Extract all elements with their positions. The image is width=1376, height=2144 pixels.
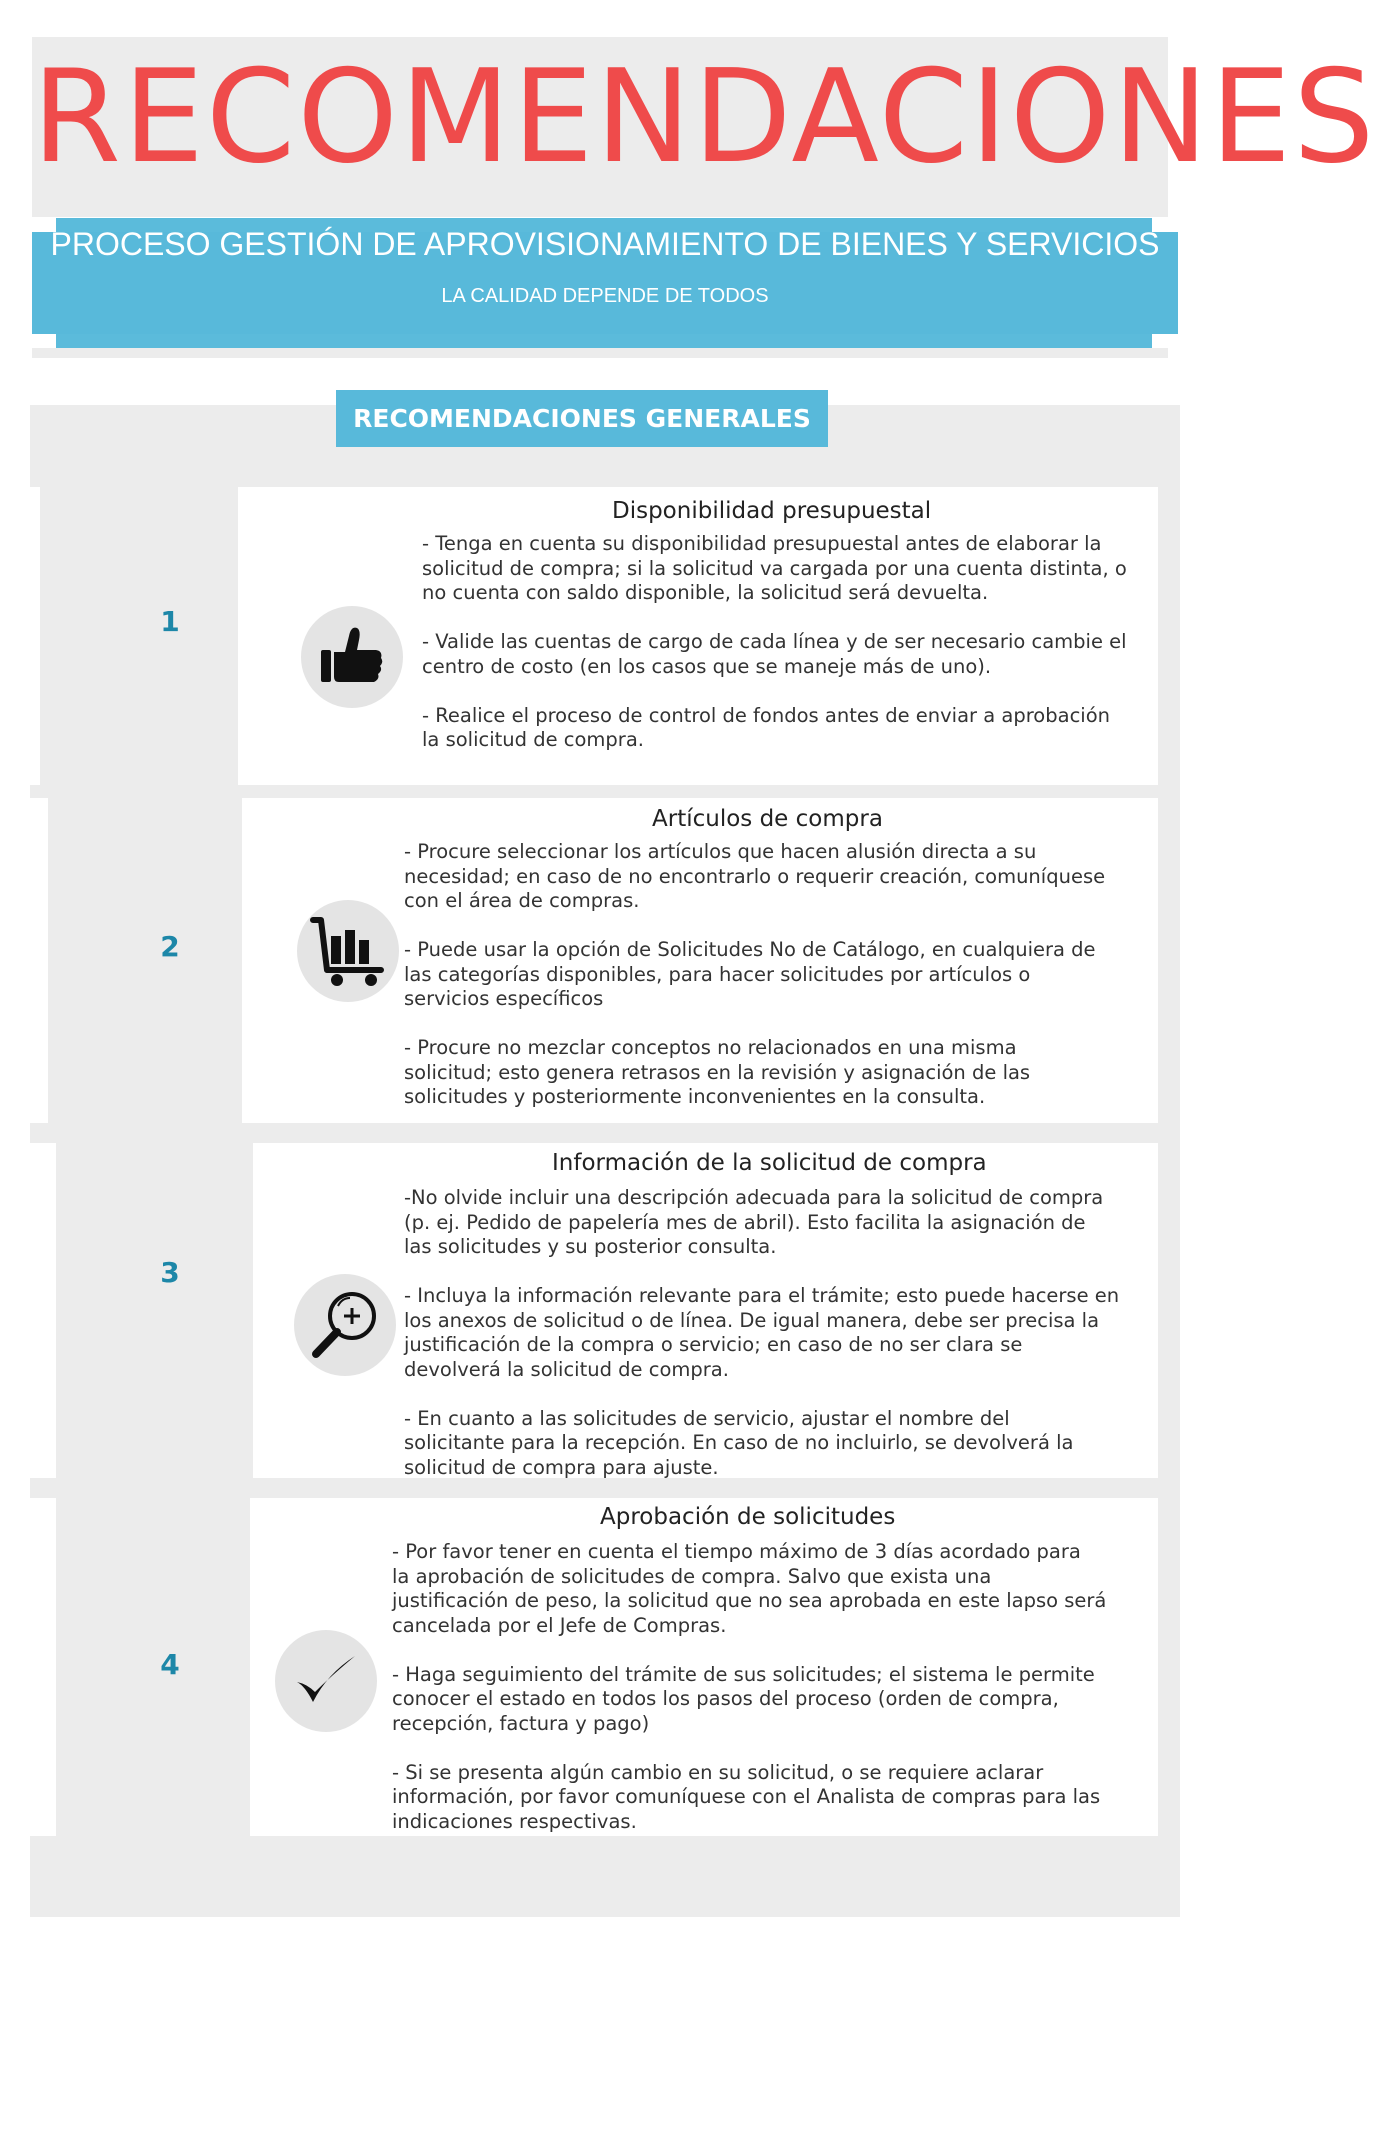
- step-number-1: 1: [160, 605, 180, 638]
- section-label: RECOMENDACIONES GENERALES: [336, 390, 828, 447]
- step-number-3: 3: [160, 1256, 180, 1289]
- number-column-3: [60, 1143, 266, 1478]
- step-number-2: 2: [160, 930, 180, 963]
- card-title-1: Disponibilidad presupuestal: [612, 498, 932, 524]
- thumbs-up-icon: [301, 606, 403, 708]
- cart-icon: [297, 900, 399, 1002]
- left-gap-4: [30, 1498, 56, 1836]
- card-title-3: Información de la solicitud de compra: [552, 1150, 987, 1176]
- process-subtitle: PROCESO GESTIÓN DE APROVISIONAMIENTO DE BIENES Y SERVICIOS: [50, 226, 1160, 262]
- page-title: RECOMENDACIONES: [32, 43, 1376, 192]
- header-divider: [32, 348, 1168, 358]
- card-text-3: -No olvide incluir una descripción adecuada para la solicitud de compra (p. ej. Pedido de papelería mes de abril). Esto facilita la asignación de las solicitudes y su posterior consulta. - Incluya la información relevante para el trámite; esto puede hacerse en los anexos de solicitud o de línea. De igual manera, debe ser precisa la justificación de la compra o servicio; en caso de no ser clara se devolverá la solicitud de compra. - En cuanto a las solicitudes de servicio, ajustar el nombre del solicitante para la recepción. En caso de no incluirlo, se devolverá la solicitud de compra para ajuste.: [404, 1186, 1120, 1479]
- step-number-4: 4: [160, 1648, 180, 1681]
- card-title-4: Aprobación de solicitudes: [600, 1504, 896, 1530]
- left-gap-3: [30, 1143, 56, 1478]
- card-text-1: - Tenga en cuenta su disponibilidad presupuestal antes de elaborar la solicitud de compra; si la solicitud va cargada por una cuenta distinta, o no cuenta con saldo disponible, la solicitud será devuelta. - Valide las cuentas de cargo de cada línea y de ser necesario cambie el centro de costo (en los casos que se maneje más de uno). - Realice el proceso de control de fondos antes de enviar a aprobación la solicitud de compra.: [422, 532, 1127, 751]
- card-text-2: - Procure seleccionar los artículos que hacen alusión directa a su necesidad; en caso de no encontrarlo o requerir creación, comuníquese con el área de compras. - Puede usar la opción de Solicitudes No de Catálogo, en cualquiera de las categorías disponibles, para hacer solicitudes por artículos o servicios específicos - Procure no mezclar conceptos no relacionados en una misma solicitud; esto genera retrasos en la revisión y asignación de las solicitudes y posteriormente inconvenientes en la consulta.: [404, 840, 1106, 1108]
- checkmark-icon: [275, 1630, 377, 1732]
- card-text-4: - Por favor tener en cuenta el tiempo máximo de 3 días acordado para la aprobación de solicitudes de compra. Salvo que exista una justificación de peso, la solicitud que no sea aprobada en este lapso será cancelada por el Jefe de Compras. - Haga seguimiento del trámite de sus solicitudes; el sistema le permite conocer el estado en todos los pasos del proceso (orden de compra, recepción, factura y pago) - Si se presenta algún cambio en su solicitud, o se requiere aclarar información, por favor comuníquese con el Analista de compras para las indicaciones respectivas.: [392, 1540, 1107, 1833]
- magnifier-icon: [294, 1274, 396, 1376]
- card-title-2: Artículos de compra: [652, 806, 883, 832]
- tagline: LA CALIDAD DEPENDE DE TODOS: [441, 285, 769, 307]
